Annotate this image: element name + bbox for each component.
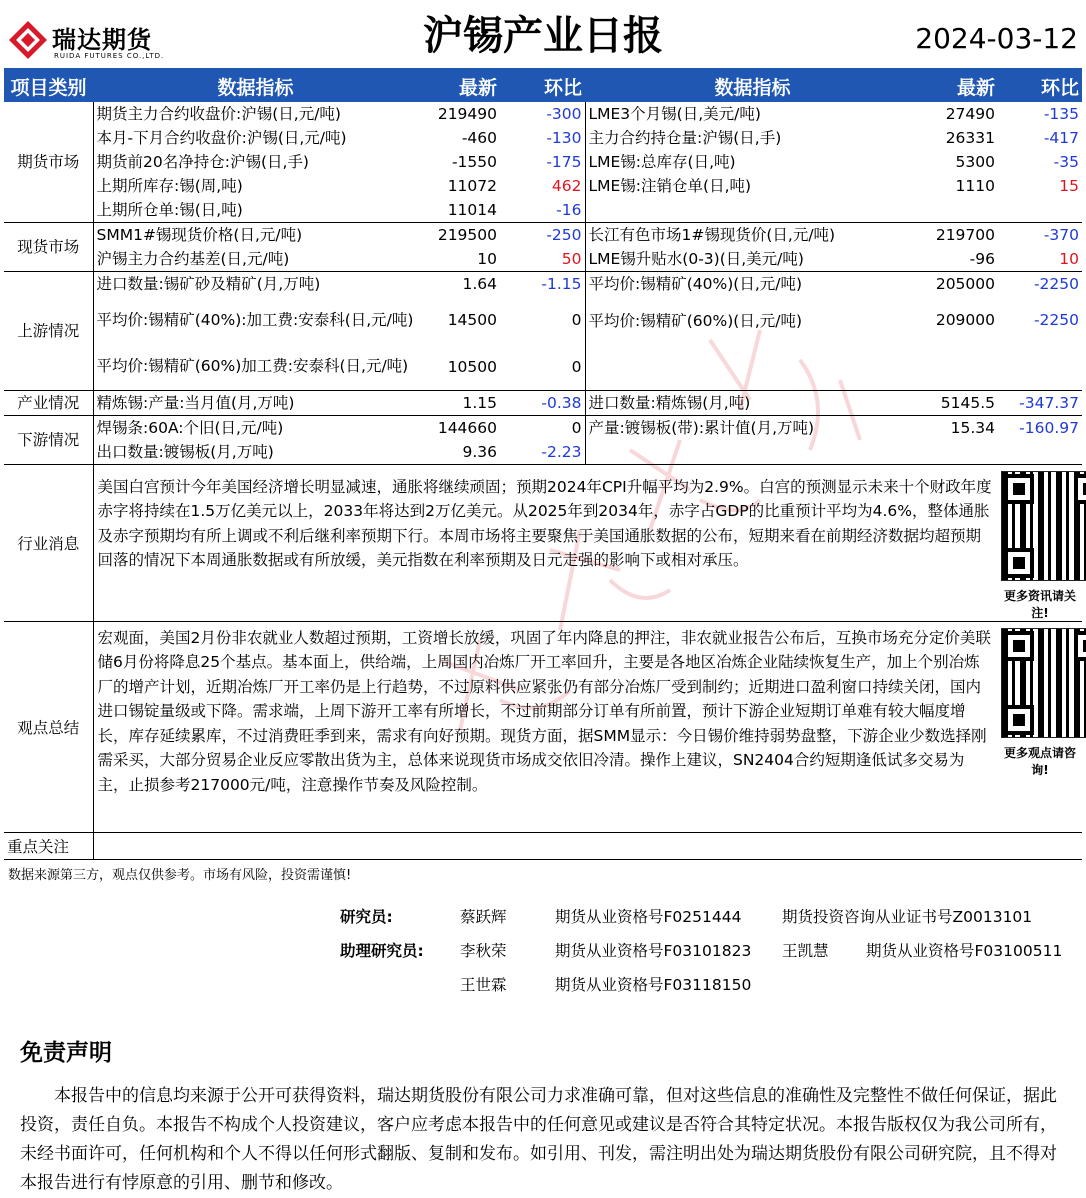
table-row — [4, 621, 1082, 832]
change-value: 10 — [998, 247, 1082, 272]
change-value: -347.37 — [998, 390, 1082, 415]
indicator-name: LME锡:注销仓单(日,吨) — [588, 177, 752, 195]
indicator-name: 主力合约持仓量:沪锡(日,手) — [588, 129, 782, 147]
indicator-name: 产量:镀锡板(带):累计值(月,万吨) — [588, 418, 815, 437]
table-row — [4, 198, 1082, 223]
latest-value: 205000 — [935, 275, 995, 293]
change-value: -130 — [500, 126, 585, 150]
indicator-name: 焊锡条:60A:个旧(日,元/吨) — [96, 418, 284, 437]
category-futures: 期货市场 — [4, 102, 93, 223]
category-view: 观点总结 — [4, 621, 93, 832]
header-category: 项目类别 — [4, 69, 93, 102]
table-row — [4, 296, 1082, 344]
header-indicator-left: 数据指标 — [93, 69, 418, 102]
qr-code-icon — [1001, 471, 1086, 581]
latest-value: 144660 — [437, 418, 497, 437]
latest-value — [920, 198, 998, 223]
qr-code-view — [998, 621, 1082, 832]
change-value — [998, 440, 1082, 465]
indicator-name: LME锡:总库存(日,吨) — [588, 153, 736, 171]
latest-value: 10 — [418, 247, 500, 272]
logo-english-name: RUIDA FUTURES CO.,LTD. — [54, 52, 165, 60]
report-date: 2024-03-12 — [915, 22, 1078, 55]
indicator-name — [585, 344, 920, 390]
logo-chinese-name: 瑞达期货 — [52, 26, 152, 54]
qr-caption-news: 更多资讯请关注! — [1003, 588, 1076, 620]
latest-value: 5145.5 — [920, 390, 998, 415]
table-row — [4, 272, 1082, 297]
latest-value: 5300 — [955, 153, 995, 171]
latest-value: 26331 — [945, 129, 995, 147]
latest-value: 219500 — [437, 226, 497, 244]
table-row — [4, 440, 1082, 465]
change-value: -160.97 — [1019, 418, 1079, 437]
data-table-container — [4, 68, 1082, 860]
researcher-label: 研究员: — [340, 908, 393, 926]
change-value: -35 — [1053, 153, 1079, 171]
category-spot: 现货市场 — [4, 223, 93, 272]
indicator-name: 进口数量:精炼锡(月,吨) — [585, 390, 920, 415]
indicator-name: LME锡升贴水(0-3)(日,美元/吨) — [585, 247, 920, 272]
latest-value — [920, 440, 998, 465]
header-change-left: 环比 — [500, 69, 585, 102]
change-value: -300 — [500, 102, 585, 126]
table-row — [4, 150, 1082, 174]
latest-value: 1.15 — [418, 390, 500, 415]
change-value: 462 — [500, 174, 585, 198]
latest-value: 1.64 — [462, 275, 497, 293]
category-industry: 产业情况 — [4, 390, 93, 415]
data-table — [4, 68, 1082, 860]
assistant-qualification: 期货从业资格号F03100511 — [866, 942, 1063, 960]
latest-value: -96 — [920, 247, 998, 272]
category-upstream: 上游情况 — [4, 272, 93, 391]
latest-value: 11072 — [447, 177, 497, 195]
indicator-name: 进口数量:锡矿砂及精矿(月,万吨) — [96, 275, 321, 293]
change-value: 0 — [500, 296, 585, 344]
latest-value: 14500 — [447, 311, 497, 329]
indicator-name: 上期所仓单:锡(日,吨) — [93, 198, 418, 223]
change-value: 0 — [500, 415, 585, 440]
latest-value: 219490 — [437, 105, 497, 123]
table-row — [4, 832, 1082, 859]
latest-value: 11014 — [418, 198, 500, 223]
change-value: -175 — [500, 150, 585, 174]
latest-value: 15.34 — [950, 418, 995, 437]
indicator-name: 期货前20名净持仓:沪锡(日,手) — [96, 153, 309, 171]
latest-value — [920, 344, 998, 390]
indicator-name — [585, 440, 920, 465]
table-row — [4, 344, 1082, 390]
change-value: -2250 — [1033, 275, 1079, 293]
change-value — [998, 198, 1082, 223]
news-text: 美国白宫预计今年美国经济增长明显减速，通胀将继续顽固；预期2024年CPI升幅平均为2.9%。白宫的预测显示未来十个财政年度赤字将持续在1.5万亿美元以上，2033年将达到2万亿美元。从2025年到2034年，赤字占GDP的比重预计平均为4.6%，整体通胀及赤字预期均有所上调或不利后继利率预期下行。本周市场将主要聚焦于美国通胀数据的公布，短期来看在前期经济数据均超预期回落的情况下本周通胀数据或有所放缓，美元指数在利率预期及日元走强的影响下或相对承压。 — [93, 464, 998, 621]
indicator-name: 平均价:锡精矿(40%)(日,元/吨) — [588, 275, 803, 293]
researcher-name: 蔡跃辉 — [460, 908, 507, 926]
table-row — [4, 390, 1082, 415]
indicator-name: 出口数量:镀锡板(月,万吨) — [93, 440, 418, 465]
table-row — [4, 126, 1082, 150]
latest-value: 27490 — [945, 105, 995, 123]
source-note: 数据来源第三方，观点仅供参考。市场有风险，投资需谨慎! — [8, 868, 352, 883]
latest-value: 219700 — [935, 226, 995, 244]
assistant-name: 王世霖 — [460, 976, 507, 994]
table-row — [4, 223, 1082, 248]
assistant-name: 王凯慧 — [782, 942, 829, 960]
researcher-certificate: 期货投资咨询从业证书号Z0013101 — [782, 908, 1033, 926]
indicator-name: 期货主力合约收盘价:沪锡(日,元/吨) — [96, 105, 341, 123]
change-value: -135 — [1043, 105, 1079, 123]
indicator-name: 沪锡主力合约基差(日,元/吨) — [93, 247, 418, 272]
table-row — [4, 102, 1082, 126]
indicator-name — [585, 198, 920, 223]
change-value: 15 — [1059, 177, 1079, 195]
wechat-qr-code-icon — [1001, 628, 1086, 738]
indicator-name: 上期所库存:锡(周,吨) — [96, 177, 243, 195]
change-value: -2.23 — [500, 440, 585, 465]
assistant-label: 助理研究员: — [340, 942, 424, 960]
change-value: -417 — [1043, 129, 1079, 147]
assistant-qualification: 期货从业资格号F03101823 — [555, 942, 752, 960]
category-downstream: 下游情况 — [4, 415, 93, 464]
change-value: 50 — [500, 247, 585, 272]
disclaimer-title: 免责声明 — [20, 1040, 112, 1066]
view-text: 宏观面，美国2月份非农就业人数超过预期，工资增长放缓，巩固了年内降息的押注，非农就业报告公布后，互换市场充分定价美联储6月份将降息25个基点。基本面上，供给端，上周国内冶炼厂开工率回升，主要是各地区冶炼企业陆续恢复生产，加上个别冶炼厂的增产计划，近期冶炼厂开工率仍是上行趋势，不过原料供应紧张仍有部分冶炼厂受到制约；近期进口盈利窗口持续关闭，国内进口锡锭量级或下降。需求端，上周下游开工率有所增长，不过前期部分订单有所前置，预计下游企业短期订单难有较大幅度增长，库存延续累库，不过消费旺季到来，需求有向好预期。现货方面，据SMM显示：今日锡价维持弱势盘整，下游企业少数选择刚需采买，大部分贸易企业反应零散出货为主，总体来说现货市场成交依旧冷清。操作上建议，SN2404合约短期逢低试多交易为主，止损参考217000元/吨，注意操作节奏及风险控制。 — [93, 621, 998, 832]
latest-value: 1110 — [955, 177, 995, 195]
indicator-name: 长江有色市场1#锡现货价(日,元/吨) — [588, 226, 836, 244]
table-row — [4, 247, 1082, 272]
latest-value: 10500 — [418, 344, 500, 390]
change-value: -370 — [1043, 226, 1079, 244]
indicator-name: 本月-下月合约收盘价:沪锡(日,元/吨) — [96, 129, 347, 147]
change-value: -16 — [500, 198, 585, 223]
change-value: -250 — [500, 223, 585, 248]
latest-value: -1550 — [451, 153, 497, 171]
header-latest-right: 最新 — [920, 69, 998, 102]
table-row — [4, 174, 1082, 198]
change-value: -2250 — [1033, 311, 1079, 329]
indicator-name: 平均价:锡精矿(40%):加工费:安泰科(日,元/吨) — [96, 310, 414, 329]
indicator-name: SMM1#锡现货价格(日,元/吨) — [96, 226, 303, 244]
focus-text — [93, 832, 1082, 859]
header-latest-left: 最新 — [418, 69, 500, 102]
page-title: 沪锡产业日报 — [423, 13, 663, 59]
change-value — [998, 344, 1082, 390]
researcher-qualification: 期货从业资格号F0251444 — [555, 908, 742, 926]
table-row — [4, 415, 1082, 440]
assistant-name: 李秋荣 — [460, 942, 507, 960]
change-value: 0 — [500, 344, 585, 390]
indicator-name: 平均价:锡精矿(60%)加工费:安泰科(日,元/吨) — [93, 344, 418, 390]
latest-value: 209000 — [935, 311, 995, 329]
indicator-name: 平均价:锡精矿(60%)(日,元/吨) — [588, 312, 803, 330]
indicator-name: 精炼锡:产量:当月值(月,万吨) — [93, 390, 418, 415]
table-row — [4, 464, 1082, 621]
indicator-name: LME3个月锡(日,美元/吨) — [588, 105, 761, 123]
header-indicator-right: 数据指标 — [585, 69, 920, 102]
latest-value: 9.36 — [418, 440, 500, 465]
table-header-row — [4, 69, 1082, 102]
header-change-right: 环比 — [998, 69, 1082, 102]
change-value: -1.15 — [500, 272, 585, 297]
qr-caption-view: 更多观点请咨询! — [1003, 745, 1076, 777]
change-value: -0.38 — [500, 390, 585, 415]
disclaimer-text: 本报告中的信息均来源于公开可获得资料，瑞达期货股份有限公司力求准确可靠，但对这些信息的准确性及完整性不做任何保证，据此投资，责任自负。本报告不构成个人投资建议，客户应考虑本报告中的任何意见或建议是否符合其特定状况。本报告版权仅为我公司所有，未经书面许可，任何机构和个人不得以任何形式翻版、复制和发布。如引用、刊发，需注明出处为瑞达期货股份有限公司研究院，且不得对本报告进行有悖原意的引用、删节和修改。 — [20, 1086, 1057, 1193]
latest-value: -460 — [461, 129, 497, 147]
assistant-qualification: 期货从业资格号F03118150 — [555, 976, 752, 994]
qr-code-news — [998, 464, 1082, 621]
category-news: 行业消息 — [4, 464, 93, 621]
category-focus: 重点关注 — [4, 832, 93, 859]
